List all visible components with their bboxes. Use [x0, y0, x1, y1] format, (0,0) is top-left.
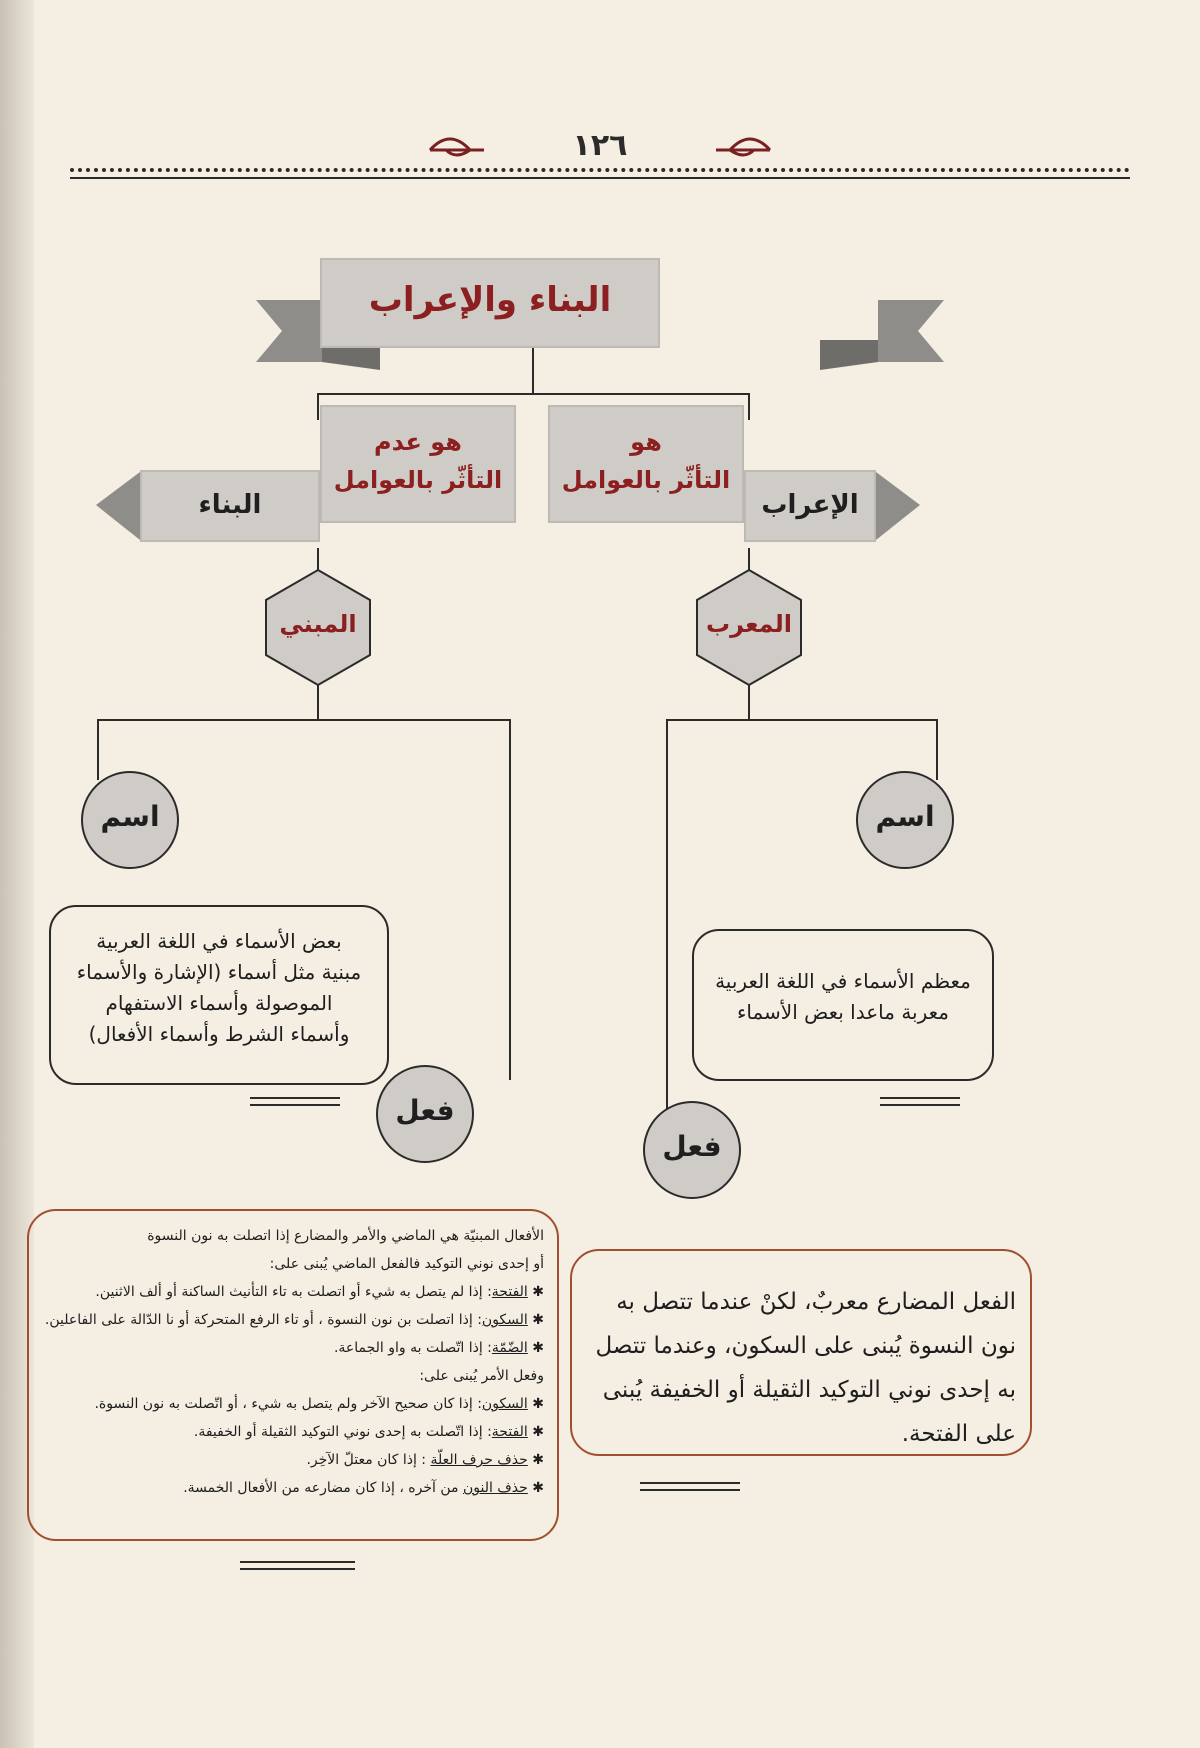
rule-text: : إذا اتّصلت به واو الجماعة. [333, 1340, 492, 1356]
mabni-ism-note-line: الموصولة وأسماء الاستفهام [105, 991, 333, 1015]
murab-fil-label: فعل [662, 1130, 722, 1163]
murab-ism-note-line: معظم الأسماء في اللغة العربية [715, 969, 971, 993]
rule-text: : إذا اتصلت بن نون النسوة ، أو تاء الرفع المتحركة أو نا الدّالة على الفاعلين. [44, 1312, 482, 1328]
mabni-ism-note-line: مبنية مثل أسماء (الإشارة والأسماء [76, 960, 362, 984]
mabni-fil-amr-item: ✱ الفتحة: إذا اتّصلت به إحدى نوني التوكيد الثقيلة أو الخفيفة. [193, 1424, 544, 1440]
mabni-fil-past-item: ✱ الفتحة: إذا لم يتصل به شيء أو اتصلت به تاء التأنيث الساكنة أو ألف الاثنين. [95, 1284, 544, 1300]
rule-term: حذف حرف العلّة [430, 1452, 528, 1468]
rule-term: السكون [481, 1396, 528, 1412]
rule-text: : إذا كان معتلّ الآخِر. [306, 1452, 431, 1468]
irab-definition-card [548, 405, 744, 523]
mabni-label: المبني [279, 610, 357, 638]
murab-ism-label: اسم [875, 800, 935, 833]
mabni-fil-amr-intro: وفعل الأمر يُبنى على: [419, 1368, 544, 1384]
mabni-ism-note [56, 926, 382, 1050]
rule-term: الفتحة [491, 1284, 528, 1300]
rule-text: : إذا كان صحيح الآخر ولم يتصل به شيء ، أو اتّصلت به نون النسوة. [94, 1396, 482, 1412]
mabni-fil-note [44, 1222, 544, 1502]
mabni-ism-label: اسم [100, 800, 160, 833]
page-number: ١٢٦ [572, 128, 628, 163]
rule-term: حذف النون [462, 1480, 528, 1496]
murab-fil-note-line: الفعل المضارع معربٌ، لكنْ عندما تتصل به [616, 1289, 1016, 1315]
irab-definition-line1: هو [630, 428, 662, 456]
mabni-fil-label: فعل [395, 1094, 455, 1127]
title-banner [320, 258, 660, 348]
murab-fil-note-line: نون النسوة يُبنى على السكون، وعندما تتصل [595, 1333, 1016, 1359]
rule-text: : إذا لم يتصل به شيء أو اتصلت به تاء التأنيث الساكنة أو ألف الاثنين. [95, 1284, 492, 1300]
mabni-fil-past-item: ✱ الضّمّة: إذا اتّصلت به واو الجماعة. [333, 1340, 544, 1356]
murab-label: المعرب [706, 610, 792, 638]
mabni-ism-note-line: بعض الأسماء في اللغة العربية [96, 929, 342, 953]
irab-definition-line2: التأثّر بالعوامل [561, 466, 731, 494]
irab-term: الإعراب [761, 490, 859, 520]
murab-fil-note [588, 1280, 1016, 1456]
mabni-ism-note-line: وأسماء الشرط وأسماء الأفعال) [88, 1022, 350, 1046]
mabni-fil-past-item: ✱ السكون: إذا اتصلت بن نون النسوة ، أو تاء الرفع المتحركة أو نا الدّالة على الفاعلين. [44, 1312, 544, 1328]
binaa-term-ribbon [140, 470, 320, 542]
binaa-definition-card [320, 405, 516, 523]
page-number-ornament [430, 139, 770, 155]
rule-term: السكون [481, 1312, 528, 1328]
murab-fil-note-line: على الفتحة. [901, 1421, 1016, 1447]
rule-term: الضّمّة [491, 1340, 528, 1356]
binaa-definition-line1: هو عدم [374, 428, 462, 456]
diagram-title: البناء والإعراب [368, 280, 612, 320]
murab-ism-note [700, 966, 986, 1028]
binaa-term: البناء [198, 490, 262, 520]
mabni-fil-amr-item: ✱ حذف حرف العلّة : إذا كان معتلّ الآخِر. [306, 1452, 544, 1468]
murab-ism-note-line: معربة ماعدا بعض الأسماء [736, 1000, 950, 1024]
mabni-fil-intro: الأفعال المبنيّة هي الماضي والأمر والمضارع إذا اتصلت به نون النسوة [147, 1228, 544, 1244]
rule-text: : إذا اتّصلت به إحدى نوني التوكيد الثقيلة أو الخفيفة. [193, 1424, 492, 1440]
mabni-fil-amr-item: ✱ حذف النون من آخره ، إذا كان مضارعه من الأفعال الخمسة. [183, 1480, 544, 1496]
binaa-definition-line2: التأثّر بالعوامل [333, 466, 503, 494]
rule-text: من آخره ، إذا كان مضارعه من الأفعال الخمسة. [183, 1480, 463, 1496]
mabni-fil-amr-item: ✱ السكون: إذا كان صحيح الآخر ولم يتصل به شيء ، أو اتّصلت به نون النسوة. [94, 1396, 544, 1412]
irab-term-ribbon [744, 470, 876, 542]
rule-term: الفتحة [491, 1424, 528, 1440]
mabni-fil-intro: أو إحدى نوني التوكيد فالفعل الماضي يُبنى على: [269, 1256, 544, 1272]
murab-fil-note-line: به إحدى نوني التوكيد الثقيلة أو الخفيفة يُبنى [602, 1377, 1016, 1403]
